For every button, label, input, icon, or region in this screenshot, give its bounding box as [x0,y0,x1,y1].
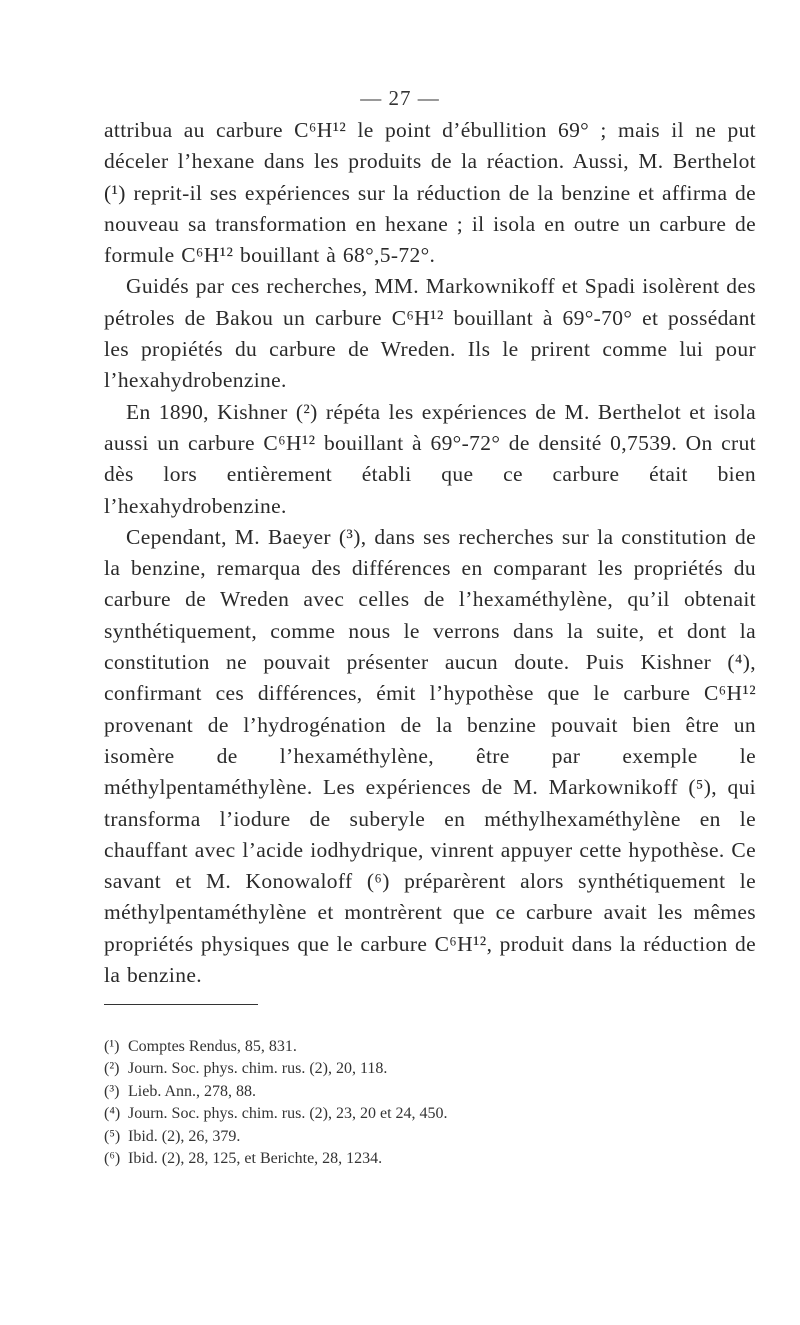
footnote-3 [104,1081,664,1103]
paragraph-1: attribua au carbure C⁶H¹² le point d’ébullition 69° ; mais il ne put déceler l’hexane dans les produits de la réaction. Aussi, M. Berthelot (¹) reprit-il ses expériences sur la réduction de la benzine et affirma de nouveau sa transformation en hexane ; il isola en outre un carbure de formule C⁶H¹² bouillant à 68°,5-72°. [104,118,756,268]
footnote-text: Comptes Rendus, 85, 831. [128,1038,297,1055]
footnote-mark: (⁴) [104,1105,121,1123]
paragraph-3: En 1890, Kishner (²) répéta les expériences de M. Berthelot et isola aussi un carbure C⁶H¹² bouillant à 69°-72° de densité 0,7539. On crut dès lors entièrement établi que ce carbure était bien l’hexahydrobenzine. [104,399,756,518]
footnote-text: Lieb. Ann., 278, 88. [128,1082,256,1100]
footnote-text: Journ. Soc. phys. chim. rus. (2), 20, 118. [128,1060,388,1078]
footnote-mark: (³) [104,1082,120,1100]
footnote-text: Ibid. (2), 28, 125, et Berichte, 28, 1234. [128,1150,383,1168]
body-text [104,115,756,991]
paragraph-2: Guidés par ces recherches, MM. Markownikoff et Spadi isolèrent des pétroles de Bakou un carbure C⁶H¹² bouillant à 69°-70° et possédant les propiétés du carbure de Wreden. Ils le prirent comme lui pour l’hexahydrobenzine. [104,274,756,393]
footnote-mark: (⁶) [104,1150,121,1168]
footnotes [104,1036,664,1170]
footnote-4 [104,1103,664,1125]
page-number: — 27 — [360,86,440,110]
paragraph-4: Cependant, M. Baeyer (³), dans ses recherches sur la constitution de la benzine, remarqua des différences en comparant les propriétés du carbure de Wreden avec celles de l’hexaméthylène, qu’il obtenait synthétiquement, comme nous le verrons dans la suite, et dont la constitution ne pouvait présenter aucun doute. Puis Kishner (⁴), confirmant ces différences, émit l’hypothèse que le carbure C⁶H¹² provenant de l’hydrogénation de la benzine pouvait bien être un isomère de l’hexaméthylène, être par exemple le méthylpentaméthylène. Les expériences de M. Markownikoff (⁵), qui transforma l’iodure de suberyle en méthylhexaméthylène en le chauffant avec l’acide iodhydrique, vinrent appuyer cette hypothèse. Ce savant et M. Konowaloff (⁶) préparèrent alors synthétiquement le méthylpentaméthylène et montrèrent que ce carbure avait les mêmes propriétés physiques que le carbure C⁶H¹², produit dans la réduction de la benzine. [104,524,756,988]
footnote-text: Ibid. (2), 26, 379. [128,1127,241,1145]
footnote-mark: (²) [104,1060,120,1078]
footnote-5 [104,1126,664,1148]
footnote-text: Journ. Soc. phys. chim. rus. (2), 23, 20 et 24, 450. [128,1105,448,1123]
footnote-mark: (⁵) [104,1127,121,1145]
footnote-separator [104,1004,258,1005]
footnote-6 [104,1148,664,1170]
footnote-1 [104,1036,664,1058]
footnote-2 [104,1058,664,1080]
footnote-mark: (¹) [104,1038,120,1055]
